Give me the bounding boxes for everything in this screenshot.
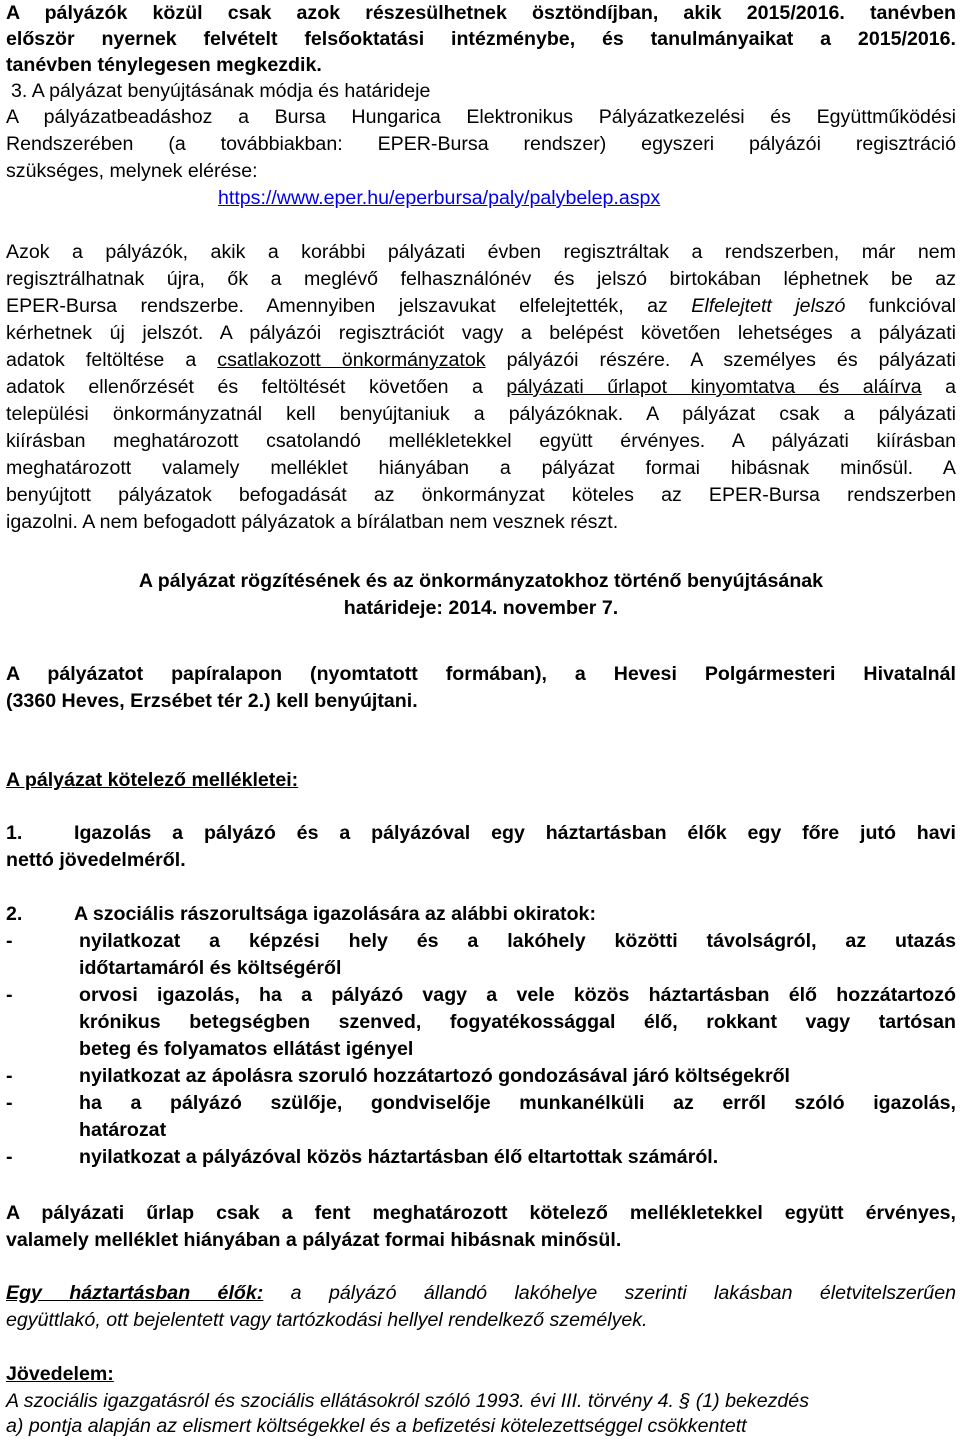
para2-line-5-c: pályázói részére. xyxy=(485,349,671,371)
bullet-2-line-1: orvosi igazolás, ha a pályázó vagy a vele közös háztartásban élő hozzátartozó xyxy=(79,984,956,1006)
item-2-number: 2. xyxy=(6,903,23,925)
section-3-heading: 3. A pályázat benyújtásának módja és határideje xyxy=(11,80,431,102)
para2-line-3-b: Amennyiben jelszavukat elfelejtették, az xyxy=(244,295,692,317)
para2-line-8 xyxy=(6,428,956,455)
para2-line-4-b: A pályázói regisztrációt vagy a belépést követően lehetséges a pályázati xyxy=(203,322,957,344)
para2-line-2: regisztrálhatnak újra, ők a meglévő felhasználónév és jelszó birtokában léphetnek be az xyxy=(6,268,956,290)
para2-line-1: Azok a pályázók, akik a korábbi pályázati évben regisztráltak a rendszerben, már nem xyxy=(6,241,956,263)
bullet-1-line-2: időtartamáról és költségéről xyxy=(79,957,342,979)
para2-line-4-a: kérhetnek új jelszót. xyxy=(6,322,204,344)
para2-line-9: meghatározott valamely melléklet hiányában a pályázat formai hibásnak minősül. A xyxy=(6,457,956,479)
intro-line-1: A pályázók közül csak azok részesülhetnek ösztöndíjban, akik 2015/2016. tanévben xyxy=(6,2,956,24)
para2-line-6-c: a xyxy=(921,376,956,398)
para2-line-3-a: EPER-Bursa rendszerbe. xyxy=(6,295,244,317)
submit-line-2: (3360 Heves, Erzsébet tér 2.) kell benyújtani. xyxy=(6,690,418,712)
joined-municipalities: csatlakozott önkormányzatok xyxy=(217,349,486,371)
bullet-1-line-1: nyilatkozat a képzési hely és a lakóhely közötti távolságról, az utazás xyxy=(79,930,956,952)
forgotten-password-term: Elfelejtett jelszó xyxy=(691,295,846,317)
para2-line-4 xyxy=(6,320,956,347)
para2-line-10: benyújtott pályázatok befogadását az önkormányzat köteles az EPER-Bursa rendszerben xyxy=(6,484,956,506)
para2-line-5-a: adatok feltöltése a xyxy=(6,349,218,371)
validity-line-2: valamely melléklet hiányában a pályázat formai hibásnak minősül. xyxy=(6,1229,622,1251)
deadline-line-2: határideje: 2014. november 7. xyxy=(343,597,619,619)
para2-line-6-a: adatok ellenőrzését és feltöltését követően a xyxy=(6,376,507,398)
bullet-4-line-2: határozat xyxy=(79,1119,167,1141)
bullet-4-line-1: ha a pályázó szülője, gondviselője munkanélküli az erről szóló igazolás, xyxy=(79,1092,956,1114)
household-term: Egy háztartásban élők: xyxy=(6,1282,264,1304)
para2-line-5 xyxy=(6,347,956,374)
para2-line-7 xyxy=(6,401,956,428)
submit-line-1: A pályázatot papíralapon (nyomtatott formában), a Hevesi Polgármesteri Hivatalnál xyxy=(6,663,956,685)
para2-line-7-b: A pályázat csak a pályázati xyxy=(623,403,956,425)
bullet-5-line-1: nyilatkozat a pályázóval közös háztartásban élő eltartottak számáról. xyxy=(79,1146,719,1168)
item-1-number: 1. xyxy=(6,822,23,844)
para2-line-11: igazolni. A nem befogadott pályázatok a bírálatban nem vesznek részt. xyxy=(6,511,619,533)
household-line-1-rest: a pályázó állandó lakóhelye szerinti lakásban életvitelszerűen xyxy=(263,1282,957,1304)
para2-line-8-a: kiírásban meghatározott csatolandó mellékletekkel együtt érvényes. xyxy=(6,430,706,452)
bullet-5-dash: - xyxy=(6,1146,13,1168)
bullet-2-dash: - xyxy=(6,984,13,1006)
income-line-2: a) pontja alapján az elismert költségekkel és a befizetési kötelezettséggel csökkentett xyxy=(6,1415,747,1437)
item-2-title: A szociális rászorultsága igazolására az alábbi okiratok: xyxy=(74,903,596,925)
para2-line-3 xyxy=(6,293,956,320)
household-line-2: együttlakó, ott bejelentett vagy tartózkodási hellyel rendelkező személyek. xyxy=(6,1309,648,1331)
bullet-3-dash: - xyxy=(6,1065,13,1087)
deadline-line-1: A pályázat rögzítésének és az önkormányzatokhoz történő benyújtásának xyxy=(138,570,824,592)
attachments-heading: A pályázat kötelező mellékletei: xyxy=(6,769,299,791)
bullet-2-line-3: beteg és folyamatos ellátást igényel xyxy=(79,1038,414,1060)
para2-line-7-a: települési önkormányzatnál kell benyújtaniuk a pályázóknak. xyxy=(6,403,624,425)
eper-link-text[interactable]: https://www.eper.hu/eperbursa/paly/palybelep.aspx xyxy=(218,187,661,209)
household-line-1 xyxy=(6,1280,956,1307)
section-3-line-1: A pályázatbeadáshoz a Bursa Hungarica Elektronikus Pályázatkezelési és Együttműködési xyxy=(6,106,956,128)
item-1-line-2: nettó jövedelméről. xyxy=(6,849,186,871)
section-3-line-2: Rendszerében (a továbbiakban: EPER-Bursa rendszer) egyszeri pályázói regisztráció xyxy=(6,133,956,155)
para2-line-6 xyxy=(6,374,956,401)
item-1-line-1: Igazolás a pályázó és a pályázóval egy háztartásban élők egy főre jutó havi xyxy=(74,822,956,844)
bullet-4-dash: - xyxy=(6,1092,13,1114)
intro-line-3: tanévben ténylegesen megkezdik. xyxy=(6,54,322,76)
bullet-3-line-1: nyilatkozat az ápolásra szoruló hozzátartozó gondozásával járó költségekről xyxy=(79,1065,790,1087)
income-line-1: A szociális igazgatásról és szociális ellátásokról szóló 1993. évi III. törvény 4. § (1) bekezdés xyxy=(6,1390,809,1412)
section-3-line-3: szükséges, melynek elérése: xyxy=(6,160,258,182)
eper-link[interactable] xyxy=(218,185,660,212)
validity-line-1: A pályázati űrlap csak a fent meghatározott kötelező mellékletekkel együtt érvényes, xyxy=(6,1202,956,1224)
printed-signed-form: pályázati űrlapot kinyomtatva és aláírva xyxy=(506,376,922,398)
bullet-1-dash: - xyxy=(6,930,13,952)
intro-line-2: először nyernek felvételt felsőoktatási intézménybe, és tanulmányaikat a 2015/2016. xyxy=(6,28,956,50)
para2-line-8-b: A pályázati kiírásban xyxy=(705,430,956,452)
para2-line-3-d: funkcióval xyxy=(845,295,957,317)
income-term: Jövedelem: xyxy=(6,1363,114,1385)
bullet-2-line-2: krónikus betegségben szenved, fogyatékossággal élő, rokkant vagy tartósan xyxy=(79,1011,956,1033)
para2-line-5-d: A személyes és pályázati xyxy=(670,349,956,371)
